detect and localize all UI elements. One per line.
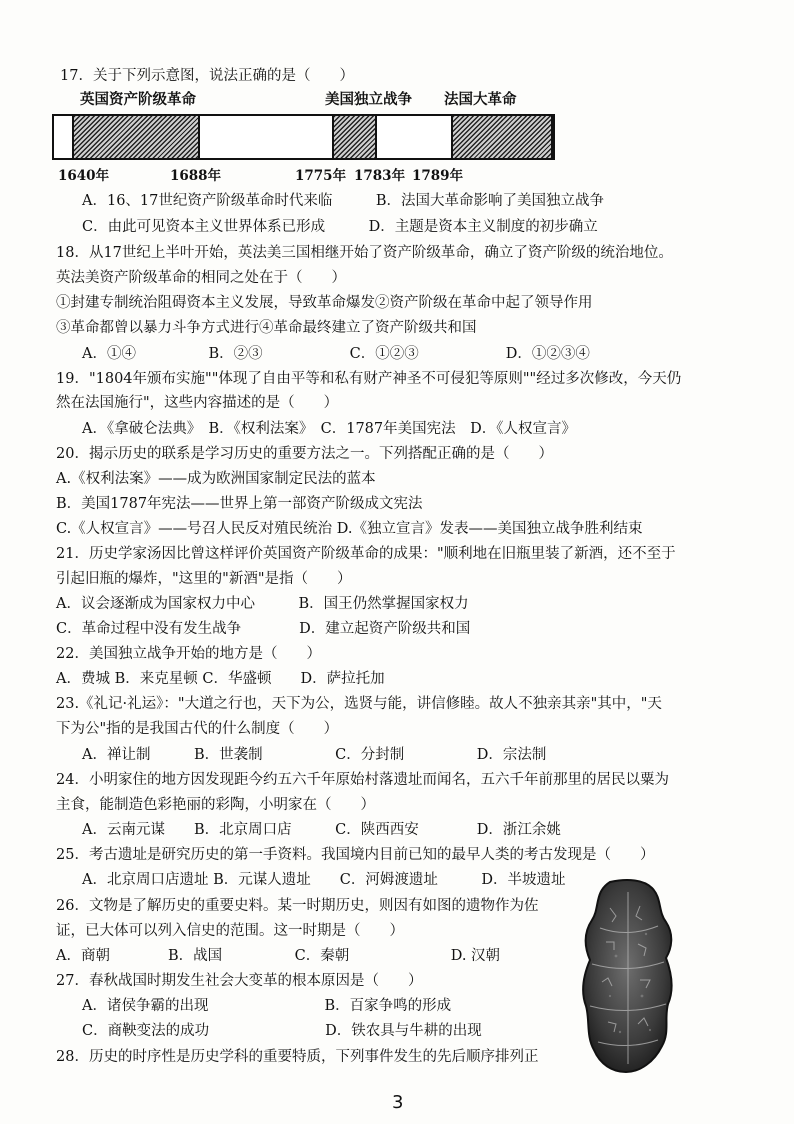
q18-options: A．①④ B．②③ C．①②③ D．①②③④ bbox=[82, 346, 590, 362]
timeline-segment-1640-1688 bbox=[72, 116, 200, 158]
timeline-segment-1775-1783 bbox=[332, 116, 377, 158]
q22-stem: 22．美国独立战争开始的地方是（ ） bbox=[56, 646, 321, 662]
q21-options-ab: A．议会逐渐成为国家权力中心 B．国王仍然掌握国家权力 bbox=[56, 596, 469, 612]
timeline-year-1789: 1789年 bbox=[412, 168, 464, 184]
q19-options: A．《拿破仑法典》 B．《权利法案》 C．1787年美国宪法 D．《人权宣言》 bbox=[82, 421, 576, 437]
timeline-label-english-revolution: 英国资产阶级革命 bbox=[80, 91, 196, 108]
q24-line1: 24．小明家住的地方因发现距今约五六千年原始村落遗址而闻名，五六千年前那里的居民以粟为 bbox=[56, 772, 669, 788]
timeline-label-french-revolution: 法国大革命 bbox=[444, 91, 517, 108]
q20-stem: 20．揭示历史的联系是学习历史的重要方法之一。下列搭配正确的是（ ） bbox=[56, 446, 553, 462]
timeline-year-1688: 1688年 bbox=[170, 168, 222, 184]
q25-stem: 25．考古遗址是研究历史的第一手资料。我国境内目前已知的最早人类的考古发现是（ ） bbox=[56, 847, 655, 863]
q23-options: A．禅让制 B．世袭制 C．分封制 D．宗法制 bbox=[82, 747, 547, 763]
q23-line1: 23.《礼记·礼运》："大道之行也，天下为公，选贤与能，讲信修睦。故人不独亲其亲"其中，"天 bbox=[56, 696, 662, 712]
q24-options: A．云南元谋 B．北京周口店 C．陕西西安 D．浙江余姚 bbox=[82, 822, 561, 838]
q24-line2: 主食，能制造色彩艳丽的彩陶，小明家在（ ） bbox=[56, 797, 375, 813]
timeline-diagram bbox=[52, 114, 555, 160]
q23-line2: 下为公"指的是我国古代的什么制度（ ） bbox=[56, 721, 339, 737]
q21-line1: 21．历史学家汤因比曾这样评价英国资产阶级革命的成果："顺利地在旧瓶里装了新酒，还不至于 bbox=[56, 546, 676, 562]
q18-line4: ③革命都曾以暴力斗争方式进行④革命最终建立了资产阶级共和国 bbox=[56, 320, 477, 336]
q25-options: A．北京周口店遗址 B．元谋人遗址 C．河姆渡遗址 D．半坡遗址 bbox=[82, 872, 566, 888]
q17-stem: 17．关于下列示意图，说法正确的是（ ） bbox=[60, 68, 354, 84]
q26-line1: 26．文物是了解历史的重要史料。某一时期历史，则因有如图的遗物作为佐 bbox=[56, 898, 539, 914]
timeline-label-american-war: 美国独立战争 bbox=[325, 91, 412, 108]
q21-line2: 引起旧瓶的爆炸，"这里的"新酒"是指（ ） bbox=[56, 571, 352, 587]
q21-options-cd: C．革命过程中没有发生战争 D．建立起资产阶级共和国 bbox=[56, 621, 471, 637]
timeline-segment-1783-1789 bbox=[377, 116, 451, 158]
oracle-bone-shell-image bbox=[580, 878, 676, 1074]
timeline-year-1783: 1783年 bbox=[354, 168, 406, 184]
q28-stem: 28．历史的时序性是历史学科的重要特质，下列事件发生的先后顺序排列正 bbox=[56, 1049, 539, 1065]
q19-line2: 然在法国施行"，这些内容描述的是（ ） bbox=[56, 395, 339, 411]
q26-line2: 证，已大体可以列入信史的范围。这一时期是（ ） bbox=[56, 923, 404, 939]
q26-options: A．商朝 B．战国 C．秦朝 D. 汉朝 bbox=[56, 948, 501, 964]
q17-options-ab: A．16、17世纪资产阶级革命时代来临 B．法国大革命影响了美国独立战争 bbox=[82, 193, 605, 209]
q17-options-cd: C．由此可见资本主义世界体系已形成 D．主题是资本主义制度的初步确立 bbox=[82, 219, 598, 235]
timeline-segment-1688-1775 bbox=[200, 116, 332, 158]
q27-options-ab: A．诸侯争霸的出现 B．百家争鸣的形成 bbox=[82, 998, 452, 1014]
timeline-segment-1789-after bbox=[451, 116, 553, 158]
q20-option-b: B．美国1787年宪法——世界上第一部资产阶级成文宪法 bbox=[56, 496, 423, 512]
q27-options-cd: C．商鞅变法的成功 D．铁农具与牛耕的出现 bbox=[82, 1023, 482, 1039]
q20-option-a: A.《权利法案》——成为欧洲国家制定民法的蓝本 bbox=[56, 471, 376, 487]
q19-line1: 19．"1804年颁布实施""体现了自由平等和私有财产神圣不可侵犯等原则""经过多次修改，今天仍 bbox=[56, 371, 682, 387]
q18-line1: 18．从17世纪上半叶开始，英法美三国相继开始了资产阶级革命，确立了资产阶级的统治地位。 bbox=[56, 245, 673, 261]
q18-line2: 英法美资产阶级革命的相同之处在于（ ） bbox=[56, 270, 346, 286]
timeline-year-1640: 1640年 bbox=[58, 168, 110, 184]
timeline-year-1775: 1775年 bbox=[295, 168, 347, 184]
timeline-segment-pre-1640 bbox=[54, 116, 72, 158]
q20-option-cd: C.《人权宣言》——号召人民反对殖民统治 D.《独立宣言》发表——美国独立战争胜利结束 bbox=[56, 521, 643, 537]
q22-options: A．费城 B．来克星顿 C．华盛顿 D．萨拉托加 bbox=[56, 671, 385, 687]
q27-stem: 27．春秋战国时期发生社会大变革的根本原因是（ ） bbox=[56, 973, 423, 989]
page-number: 3 bbox=[392, 1092, 404, 1113]
q18-line3: ①封建专制统治阻碍资本主义发展，导致革命爆发②资产阶级在革命中起了领导作用 bbox=[56, 295, 593, 311]
